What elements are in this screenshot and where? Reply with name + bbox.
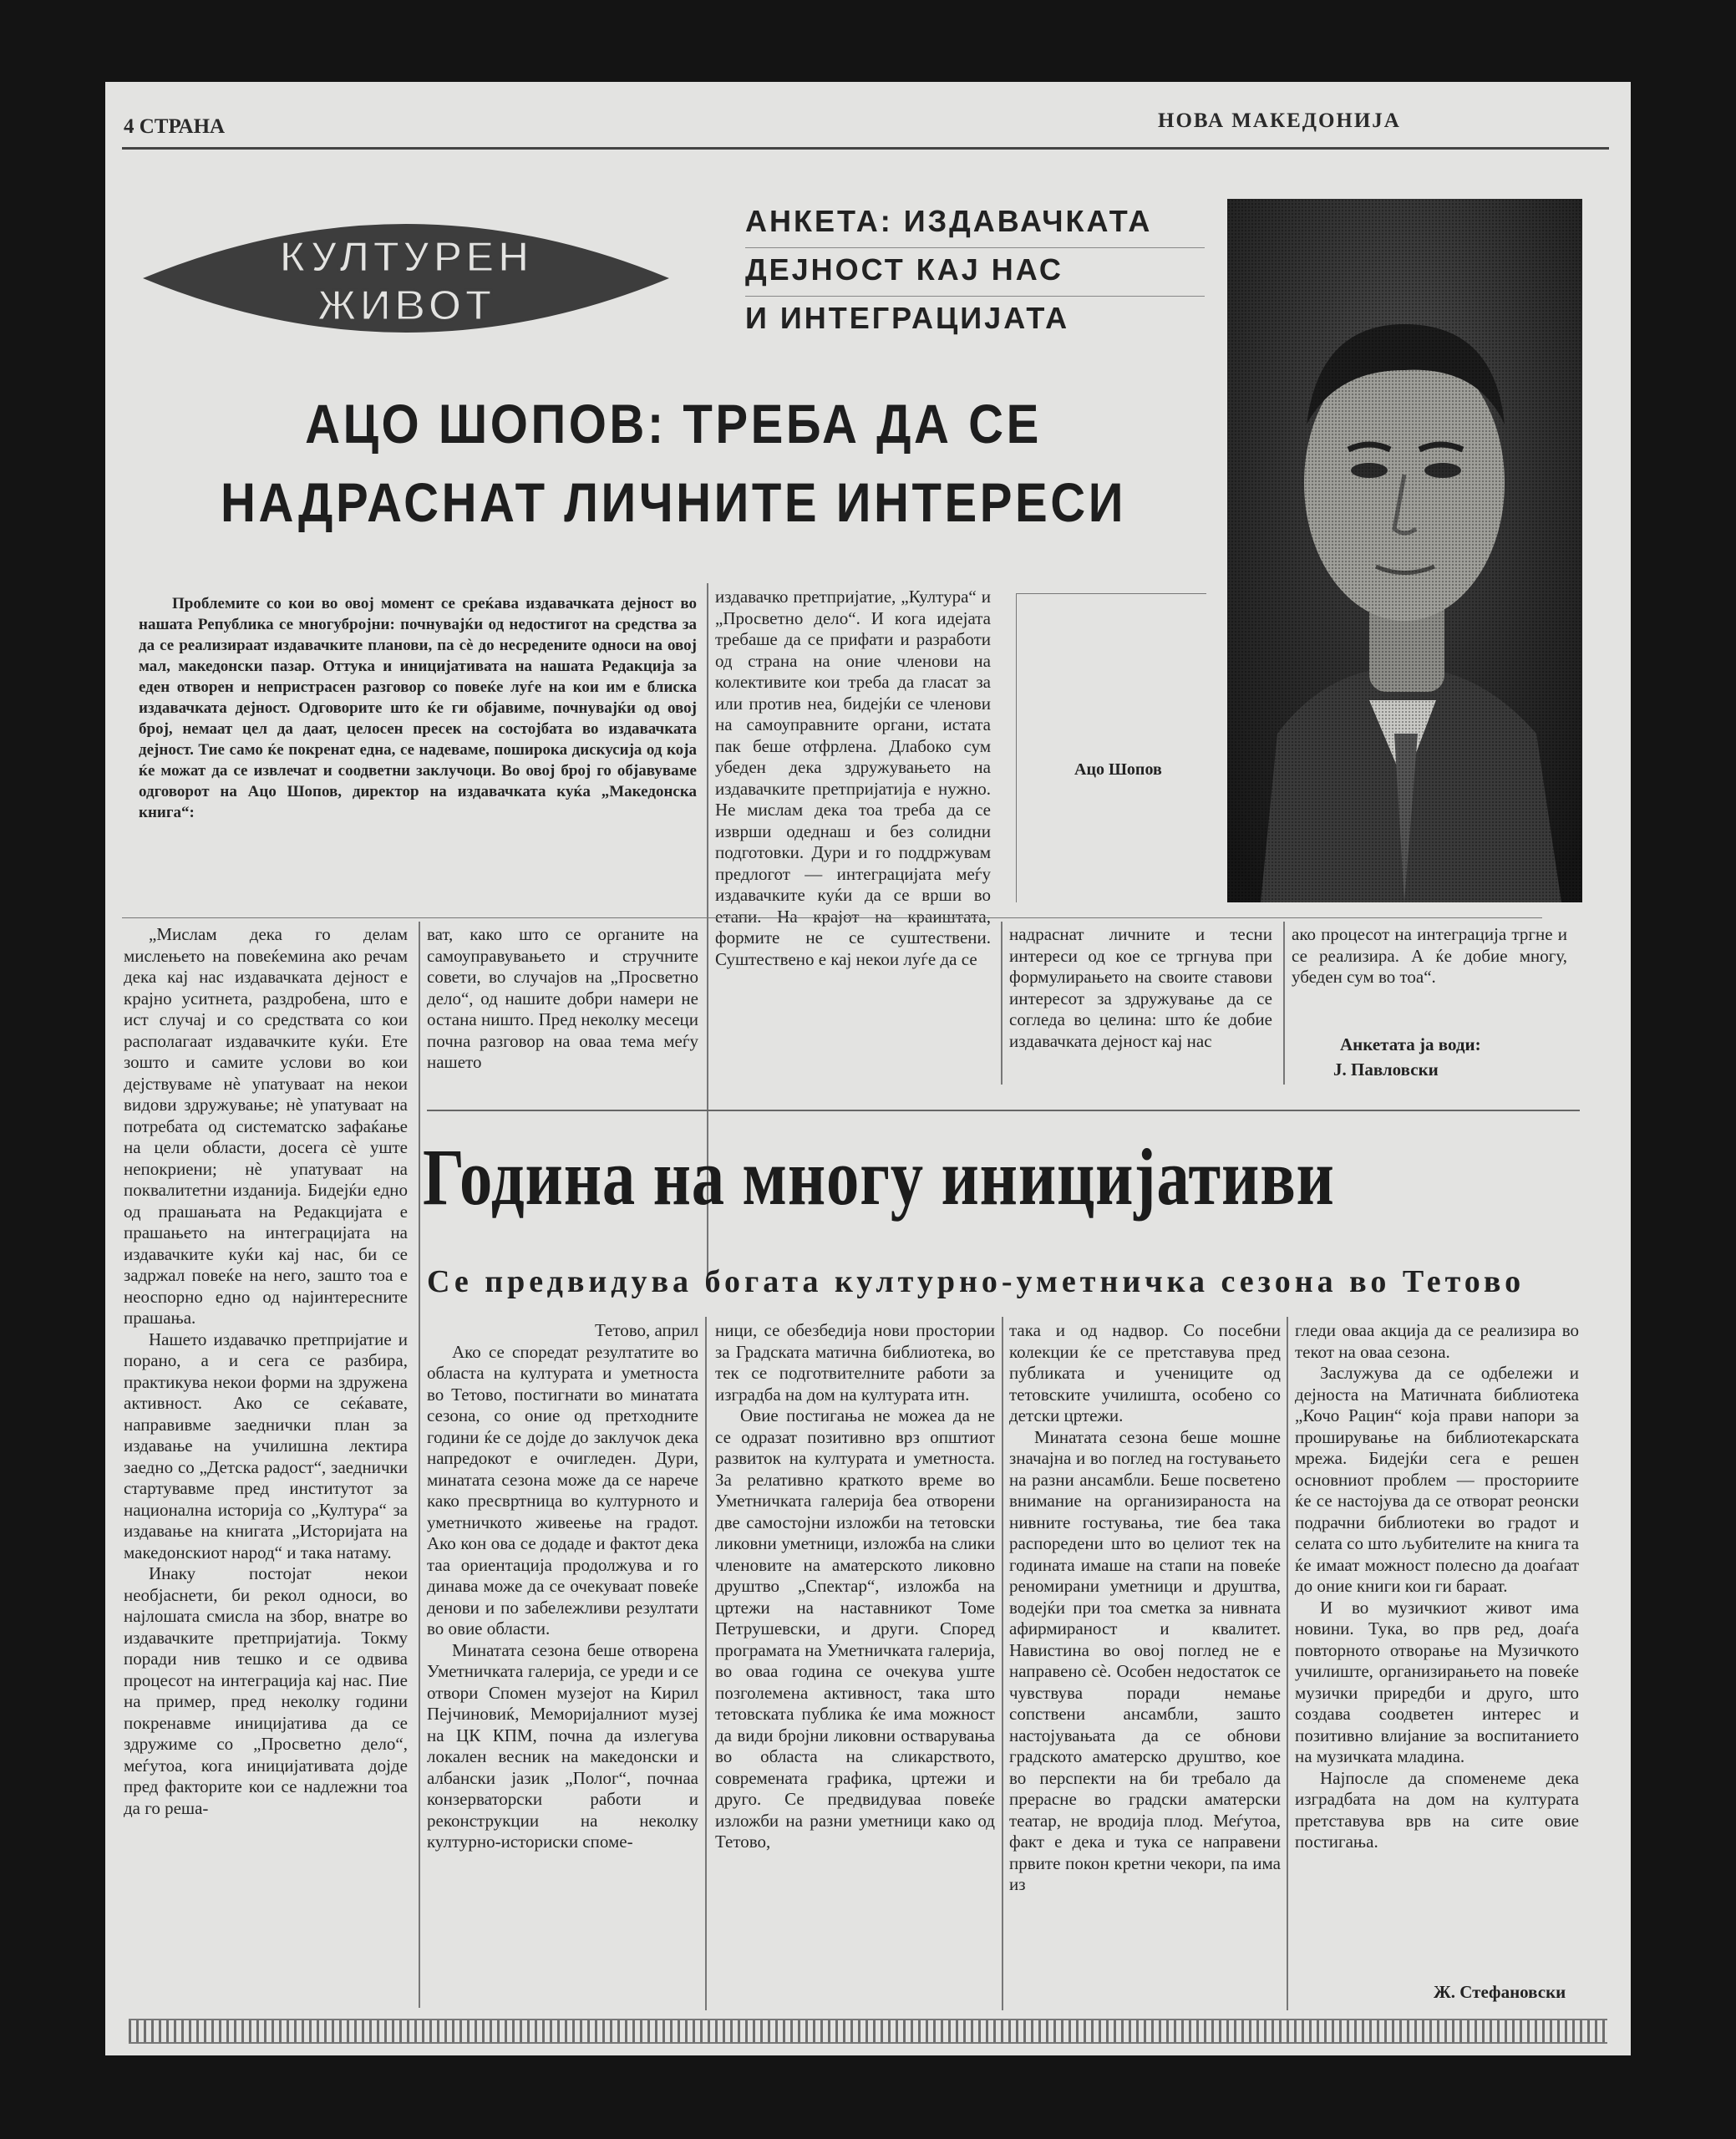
article1-column-4 <box>1009 924 1272 1091</box>
article2-col1-paragraph-2: Минатата сезона беше отворена Уметничката галерија, се уреди и се отвори Спомен музејот на Кирил Пејчиновиќ, Меморијалниот музеј на ЦК КПМ, почна да излегува локален весник на македонски и албански јазик „Полог“, почнаа конзерваторски работи и реконструкции на неколку културно-историски споме- <box>427 1639 698 1852</box>
article1-col5-paragraph: ако процесот на интеграција тргне и се реализира. А ќе добие многу, убеден сум во тоа“. <box>1292 924 1567 987</box>
column-divider <box>419 922 420 2008</box>
article1-col4-paragraph: надраснат личните и тесни интереси од кое се тргнува при формулирањето на своите ставови интересот за здружување да се согледа во целина: што ќе добие издавачката дејност кај нас <box>1009 924 1272 1051</box>
article2-col4-paragraph-4: Најпосле да споменеме дека изградбата на дом на културата претставува врв на сите овие постигања. <box>1295 1767 1579 1852</box>
article2-subhead: Се предвидува богата културно-уметничка сезона во Тетово <box>427 1264 1525 1299</box>
column-divider <box>1283 922 1285 1085</box>
newspaper-page <box>105 82 1631 2055</box>
column-divider <box>705 1317 707 2010</box>
article2-col3-paragraph-2: Минатата сезона беше мошне значајна и во поглед на гостувањето на разни ансамбли. Беше посветено внимание на организираноста на нивните гостувања, тие беа така распоредени што во целиот тек на годината имаше на стапи на повеќе реномирани уметници и друштва, водејќи при тоа сметка за нивната афирмираност и квалитет. Навистина во овој поглед не е направено сè. Особен недостаток се чувствува поради немање сопствени ансамбли, зашто настојувањата да се обнови градското аматерско друштво, кое во перспекти на би требало да прерасне во градски аматерски театар, не вродија плод. Меѓутоа, факт е дека и тука се направени првите покон кретни чекори, па има из <box>1009 1426 1281 1894</box>
bottom-border-bar <box>129 2019 1607 2044</box>
survey-heading: АНКЕТА: ИЗДАВАЧКАТА ДЕЈНОСТ КАЈ НАС И ИНТЕГРАЦИЈАТА <box>745 204 1153 335</box>
survey-credit-name: Ј. Павловски <box>1333 1059 1439 1080</box>
article2-col4-paragraph-2: Заслужува да се одбележи и дејноста на Матичната библиотека „Кочо Рацин“ која прави напори за проширување на библиотекарската мрежа. Бидејќи сега е решен основниот проблем — просториите ќе се настојува да се отворат реонски подрачни библиотеки во градот и селата со што љубителите на книга та ќе имаат можност полесно да доаѓаат до оние книги кои ги бараат. <box>1295 1363 1579 1596</box>
article2-col1-paragraph-1: Ако се споредат резултатите во областа на културата и уметноста во Тетово, постигнати во минатата сезона, со оние од претходните години ќе се дојде до заклучок дека напредокот е очигледен. Дури, минатата сезона може да се нарече како пресвртница во културното и уметничкото живеење на градот. Ако кон ова се додаде и фактот дека таа ориентација продолжува и го динава може да се очекуваат повеќе денови и по забележливи резултати во овие области. <box>427 1341 698 1639</box>
article2-col3-paragraph-1: така и од надвор. Со посебни колекции ќе се претставува пред публиката и учениците од тетовските училишта, особено со детски цртежи. <box>1009 1320 1281 1425</box>
column-divider <box>1287 1317 1288 2010</box>
badge-line1: КУЛТУРЕН <box>279 233 533 282</box>
article1-col1-paragraph-1: „Мислам дека го делам мислењето на повеќемина ако речам дека кај нас издавачката дејност е крајно уситнета, раздробена, што е ист случај и со средствата со кои располагаат издавачките куќи. Ете зошто и самите услови во кои дејствуваме нè упатуваат на некои видови здружување; нè упатуваат на потребата од систематско зафаќање на цели области, досега сè уште непокриени; нè упатуваат на поквалитетни изданија. Бидејќи едно од прашањата на Редакцијата е прашањето на интеграцијата на издавачките куќи кај нас, би се задржал повеќе на него, зашто тоа е неоспорно едно од најинтересните прашања. <box>124 924 408 1328</box>
article1-intro: Проблемите со кои во овој момент се среќава издавачката дејност во нашата Република се многубројни: почнувајќи од недостигот на средства за да се реализираат издавачките планови, па сè до несредените односи на овој мал, македонски пазар. Оттука и иницијативата на нашата Редакција за еден отворен и непристрасен разговор со повеќе луѓе на кои им е блиска издавачката дејност. Одговорите што ќе ги објавиме, почнувајќи од овој број, немаат цел да даат, целосен пресек на состојбата во издавачката дејност. Тие само ќе покренат една, се надеваме, поширока дискусија од која ќе можат да се извлечат и соодветни заклучоци. Во овој број го објавуваме одговорот на Ацо Шопов, директор на издавачката куќа „Македонска книга“: <box>139 595 697 821</box>
article2-top-rule <box>427 1110 1580 1111</box>
article2-col2-paragraph-2: Овие постигања не можеа да не се одразат позитивно врз општиот развиток на културата и уметноста. За релативно краткото време во Уметничката галерија беа отворени две самостојни изложби на тетовски ликовни уметници, изложба на слики членовите на аматерското ликовно друштво „Спектар“, изложба на цртежи на наставникот Томе Петрушевски, и други. Според програмата на Уметничката галерија, во оваа година се очекува уште позголемена активност, така што тетовската публика ќе има можност да види бројни ликовни остварувања во областа на сликарството, современата графика, цртежи и друго. Се предвидуваа повеќе изложби на разни уметници како од Тетово, <box>715 1405 995 1852</box>
article1-col1-paragraph-2: Нашето издавачко претпријатие и порано, а и сега се разбира, практикува некои форми на здружена активност. Ако се сеќавате, направивме заеднички план за издавање на училишна лектира заедно со „Детска радост“, заеднички стартувавме пред институтот за национална историја со „Култура“ за издавање на книгата „Историјата на македонскиот народ“ и така натаму. <box>124 1329 408 1562</box>
article2-column-3 <box>1009 1320 1281 2005</box>
column-divider <box>1002 1317 1003 2010</box>
page-number-label: 4 СТРАНА <box>124 115 226 138</box>
article1-col1-paragraph-3: Инаку постојат некои необјаснети, би рекол односи, во најлошата смисла на збор, внатре во издавачките претпријатија. Токму поради нив тешко и се одвива процесот на интеграција кај нас. Пие на пример, пред неколку години покренавме иницијатива да се здружиме со „Просветно дело“, меѓутоа, кога иницијативата дојде пред факторите кои се надлежни тоа да го реша- <box>124 1563 408 1818</box>
header-rule <box>122 147 1609 150</box>
caption-top-rule <box>1016 593 1206 594</box>
article2-column-4 <box>1295 1320 1579 1972</box>
article2-col2-paragraph-1: ници, се обезбедија нови простории за Градската матична библиотека, во тек се подготвителните работи за изградба на дом на културата итн. <box>715 1320 995 1405</box>
article1-column-2 <box>427 924 698 1091</box>
survey-rule-2 <box>745 296 1205 297</box>
article1-column-1 <box>124 924 408 2002</box>
article1-column-5 <box>1292 924 1567 1016</box>
caption-left-rule <box>1016 593 1017 902</box>
article2-col4-paragraph-1: гледи оваа акција да се реализира во текот на оваа сезона. <box>1295 1320 1579 1362</box>
article1-column-3 <box>715 587 991 1084</box>
portrait-photo <box>1227 199 1582 902</box>
article2-dateline: Тетово, април <box>594 1320 698 1340</box>
article2-column-1 <box>427 1320 698 2005</box>
badge-line2: ЖИВОТ <box>317 282 495 330</box>
article1-headline: АЦО ШОПОВ: ТРЕБА ДА СЕ НАДРАСНАТ ЛИЧНИТЕ ИНТЕРЕСИ <box>220 393 1127 533</box>
survey-rule-1 <box>745 247 1205 248</box>
article1-col3-paragraph: издавачко претпријатие, „Култура“ и „Просветно дело“. И кога идејата требаше да се прифати и разработи од страна на оние членови на колективите кои треба да гласат за или против неа, бидејќи се членови на самоуправните органи, истата пак беше отфрлена. Длабоко сум убеден дека здружувањето на издавачките претпријатија е нужно. Не мислам дека тоа треба да се изврши одеднаш и без солидни подготовки. Дури и го поддржувам предлогот — интеграцијата меѓу издавачките куќи да се врши во етапи. На крајот на краиштата, формите не се суштествени. Суштествено е кај некои луѓе да се <box>715 587 991 969</box>
intro-rule <box>122 917 1542 918</box>
survey-credit: Анкетата ја води: <box>1340 1034 1481 1054</box>
article2-col4-paragraph-3: И во музичкиот живот има новини. Тука, во прв ред, доаѓа повторното отворање на Музичкото училиште, организирањето на повеќе музички приредби и друго, што создава соодветен интерес и позитивно влијание за воспитанието на музичката младина. <box>1295 1597 1579 1766</box>
article2-column-2 <box>715 1320 995 2005</box>
column-divider <box>1001 922 1003 1085</box>
newspaper-name: НОВА МАКЕДОНИЈА <box>1158 109 1401 132</box>
article2-headline: Година на многу иницијативи <box>423 1132 1335 1222</box>
photo-caption: Ацо Шопов <box>1074 760 1162 779</box>
section-badge <box>139 211 673 345</box>
article1-col2-paragraph: ват, како што се органите на самоуправувањето и стручните совети, во случајов на „Просветно дело“, од нашите добри намери не остана ништо. Пред неколку месеци почна разговор на оваа тема меѓу нашето <box>427 924 698 1072</box>
article2-signature: Ж. Стефановски <box>1434 1982 1566 2002</box>
